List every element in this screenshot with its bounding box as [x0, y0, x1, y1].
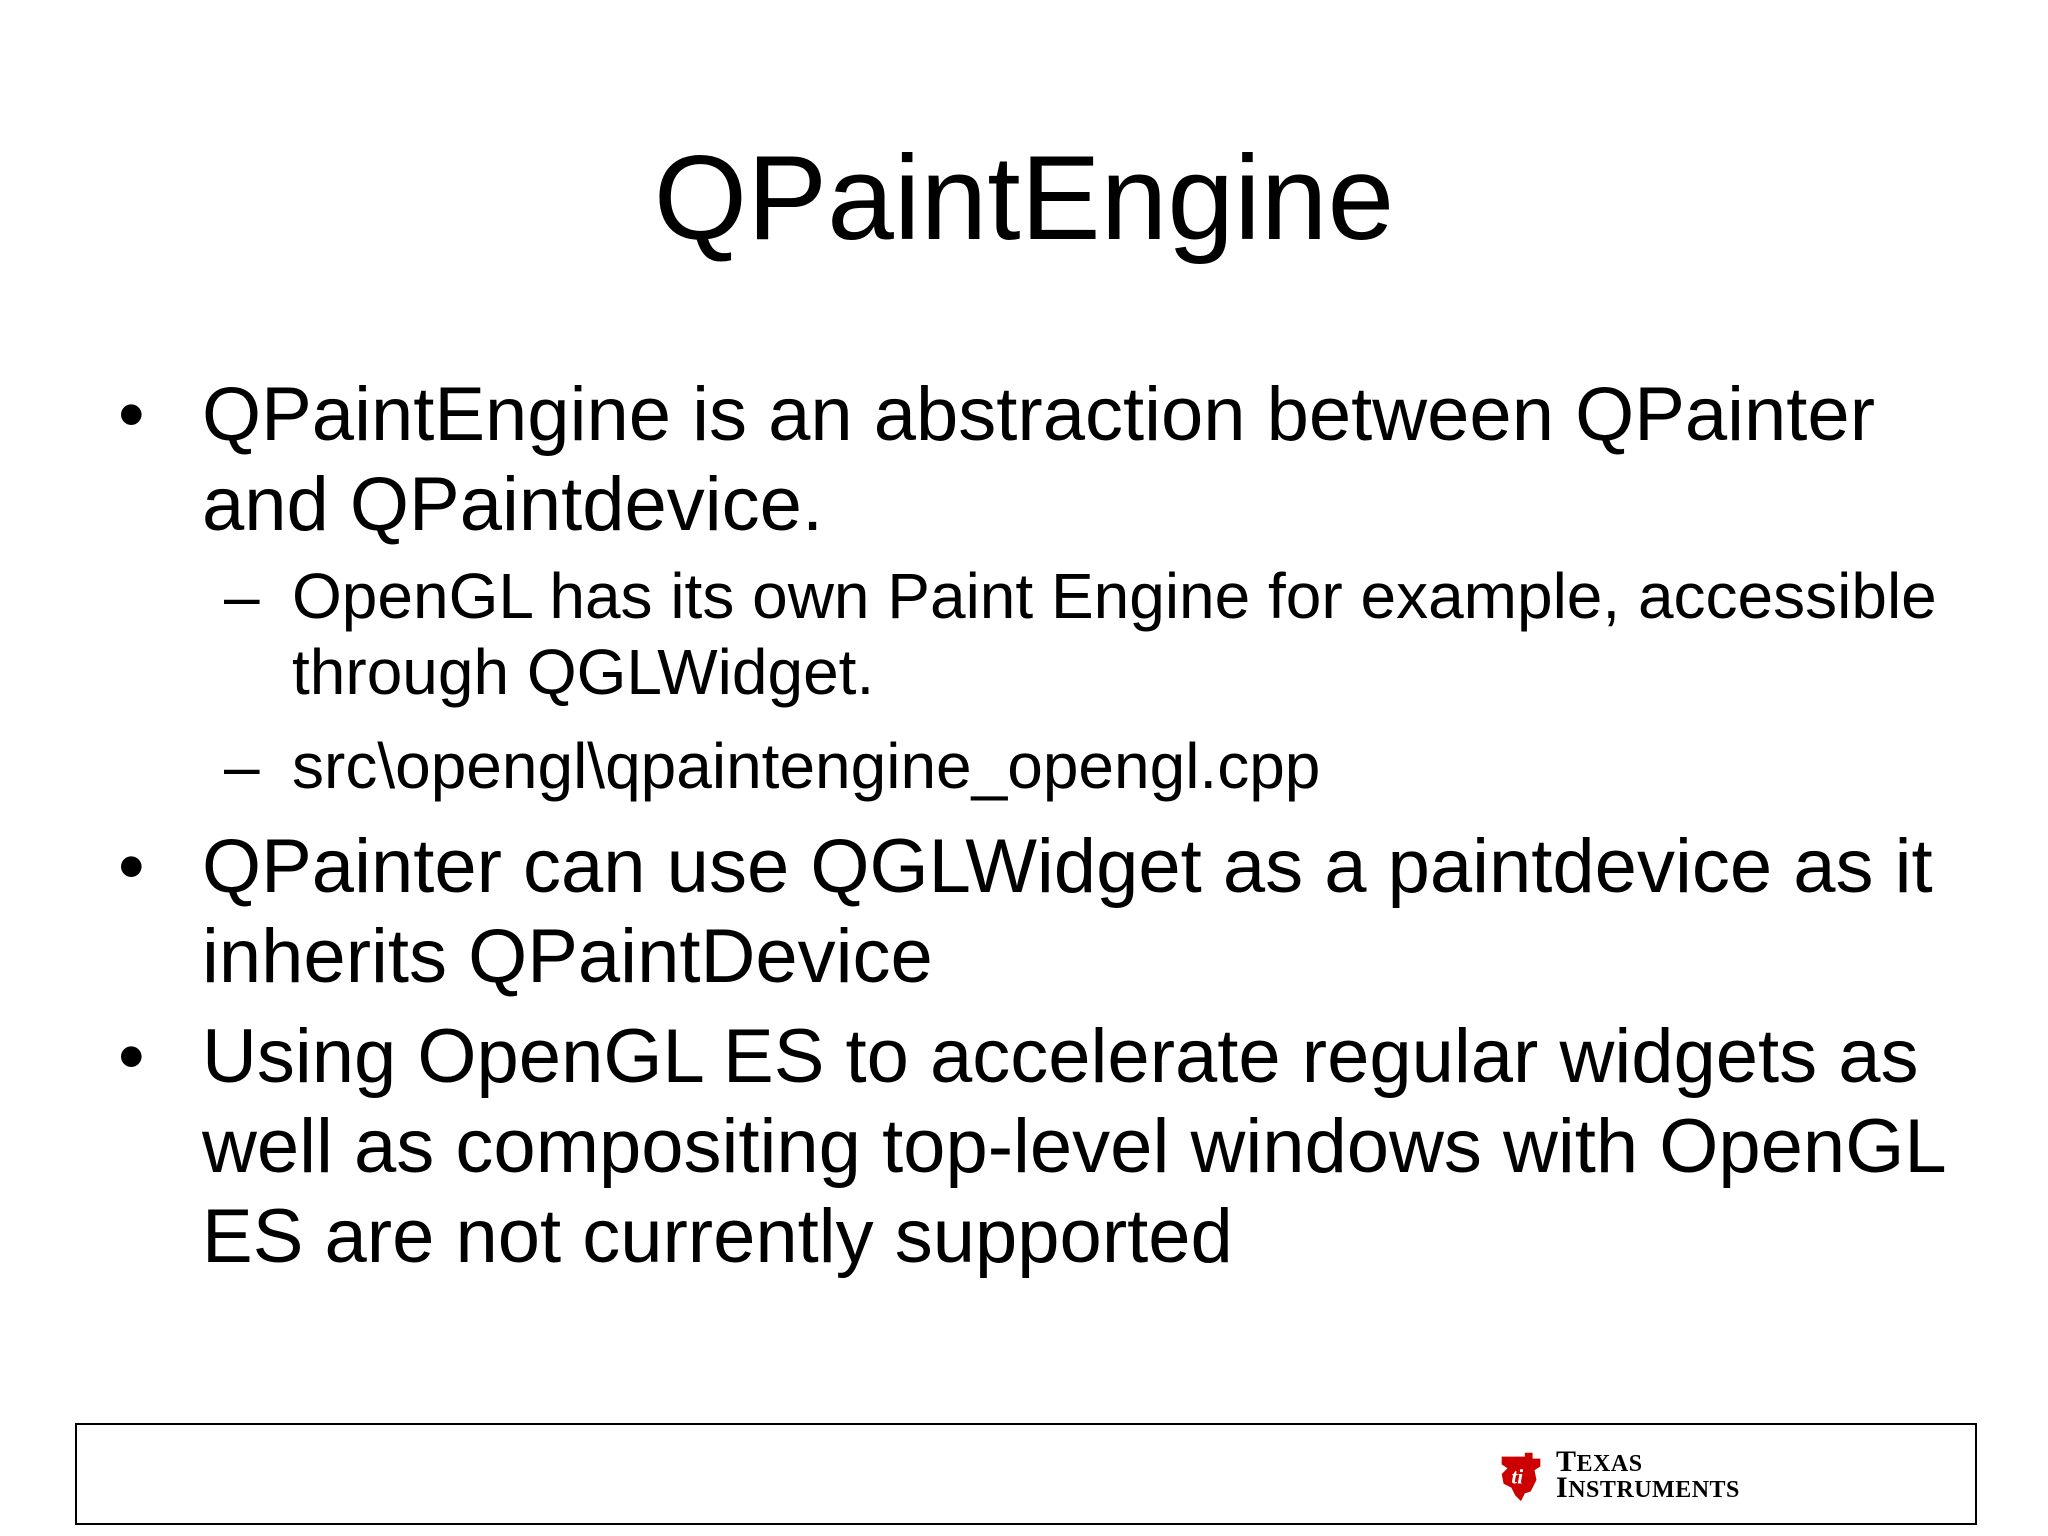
bullet-item-3 — [118, 1012, 1978, 1282]
bullet-text: Using OpenGL ES to accelerate regular widgets as well as compositing top-level windows with OpenGL ES are not currently supported — [202, 1014, 1944, 1279]
sub-bullet-item-1 — [118, 558, 1978, 710]
ti-logo-line-1: TEXAS — [1556, 1445, 1643, 1478]
slide-title: QPaintEngine — [653, 131, 1395, 265]
bullet-marker: • — [118, 372, 145, 457]
bullet-marker: • — [118, 824, 145, 909]
bullet-item-2 — [118, 822, 1978, 1002]
sub-bullet-marker: – — [224, 560, 260, 632]
sub-bullet-text: src\opengl\qpaintengine_opengl.cpp — [292, 730, 1321, 802]
ti-logo-icon — [1492, 1447, 1550, 1505]
bullet-text: QPainter can use QGLWidget as a paintdevice as it inherits QPaintDevice — [202, 824, 1933, 999]
bullet-marker: • — [118, 1014, 145, 1099]
sub-bullet-list — [202, 558, 1978, 804]
ti-logo-glyph: ti — [1511, 1464, 1524, 1489]
ti-logo-wordmark — [1556, 1445, 1740, 1504]
bullet-list — [118, 370, 1978, 1292]
sub-bullet-item-2 — [118, 728, 1978, 804]
sub-bullet-text: OpenGL has its own Paint Engine for example, accessible through QGLWidget. — [292, 560, 1937, 708]
ti-logo-line-2: INSTRUMENTS — [1556, 1471, 1740, 1504]
bullet-item-1 — [118, 370, 1978, 804]
ti-logo — [1492, 1446, 1752, 1506]
sub-bullet-marker: – — [224, 730, 260, 802]
bullet-text: QPaintEngine is an abstraction between QPainter and QPaintdevice. — [202, 372, 1876, 547]
